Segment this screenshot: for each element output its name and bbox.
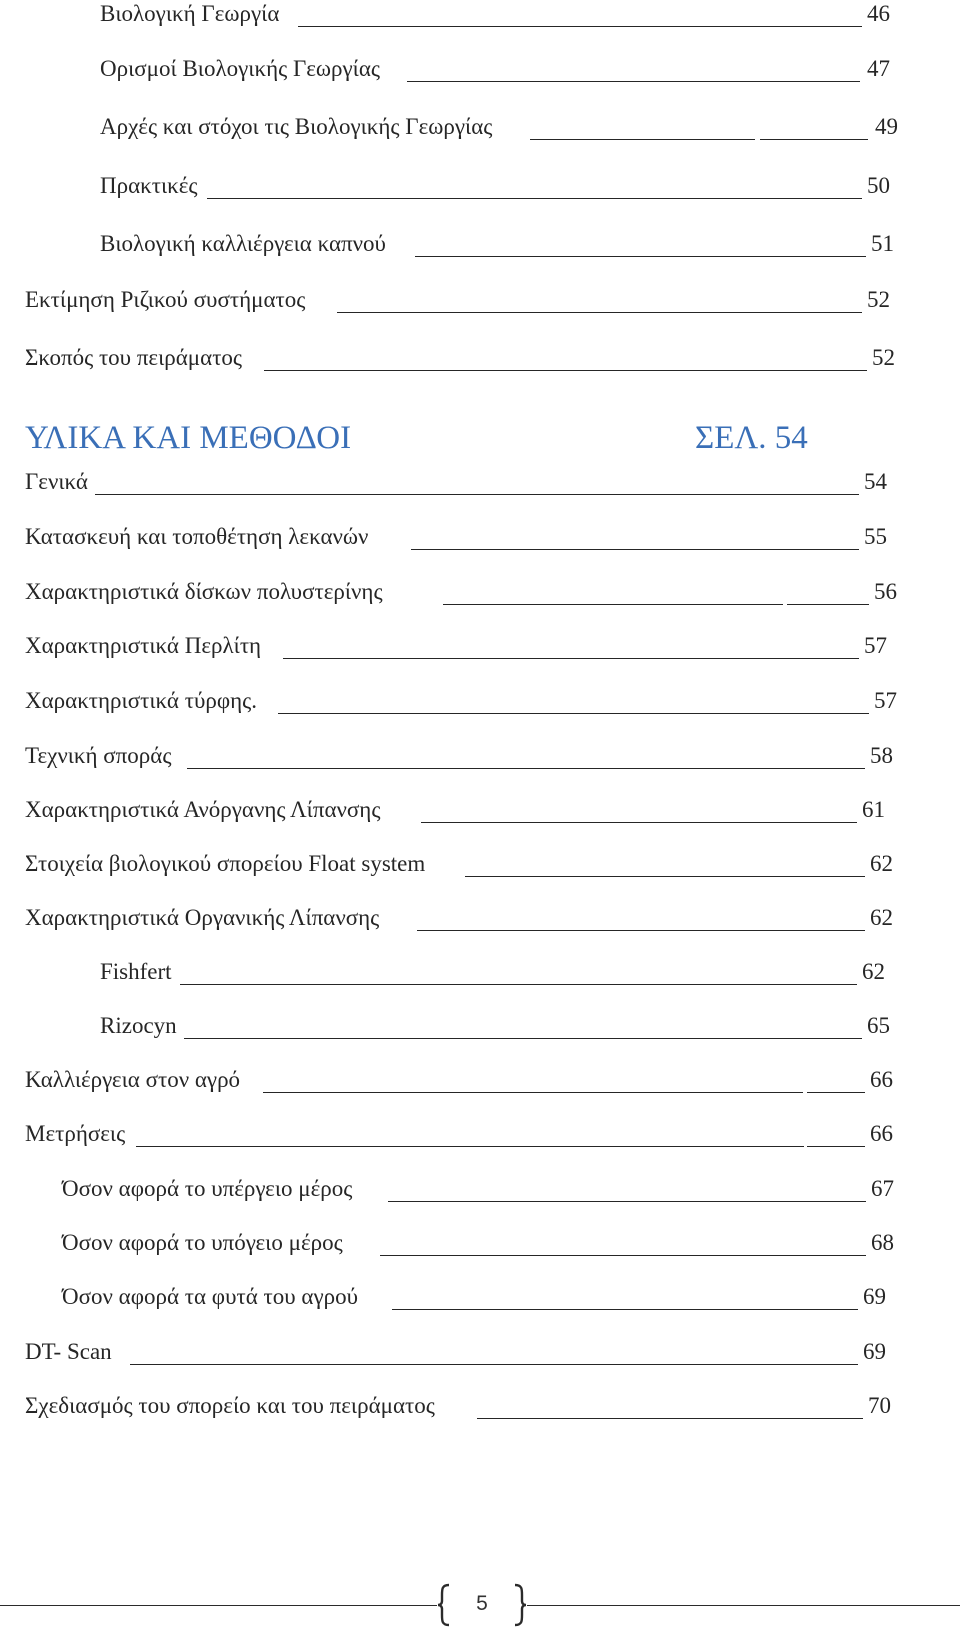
leader-line — [443, 604, 783, 605]
leader-line — [392, 1309, 858, 1310]
toc-entry — [62, 1283, 886, 1313]
toc-entry — [25, 286, 890, 316]
toc-entry-page: 55 — [864, 524, 887, 549]
page-footer — [437, 1583, 527, 1629]
leader-line — [130, 1364, 858, 1365]
section-title: ΥΛΙΚΑ ΚΑΙ ΜΕΘΟΔΟΙ — [25, 420, 352, 456]
toc-entry — [100, 172, 890, 202]
toc-entry-label: Πρακτικές — [100, 173, 198, 198]
toc-entry-page: 69 — [863, 1284, 886, 1309]
toc-entry-page: 54 — [864, 469, 887, 494]
toc-entry — [25, 1392, 891, 1422]
toc-entry-page: 65 — [867, 1013, 890, 1038]
toc-entry-label: Χαρακτηριστικά δίσκων πολυστερίνης — [25, 579, 383, 604]
toc-entry-page: 62 — [862, 959, 885, 984]
toc-entry-label: Εκτίμηση Ριζικού συστήματος — [25, 287, 306, 312]
toc-entry-label: Καλλιέργεια στον αγρό — [25, 1067, 241, 1092]
leader-line — [180, 984, 857, 985]
leader-line — [421, 822, 857, 823]
toc-entry — [25, 632, 887, 662]
toc-entry — [25, 1066, 893, 1096]
toc-entry-page: 66 — [870, 1121, 893, 1146]
toc-entry-label: Rizocyn — [100, 1013, 177, 1038]
toc-entry-page: 47 — [867, 56, 890, 81]
toc-entry — [62, 1229, 894, 1259]
leader-line — [477, 1418, 863, 1419]
leader-line — [95, 494, 859, 495]
toc-entry — [25, 468, 887, 498]
toc-entry-page: 51 — [871, 231, 894, 256]
toc-entry — [25, 850, 893, 880]
leader-line — [283, 658, 859, 659]
toc-entry-label: Σκοπός του πειράματος — [25, 345, 243, 370]
toc-entry-page: 57 — [864, 633, 887, 658]
toc-entry — [25, 523, 887, 553]
toc-entry-page: 58 — [870, 743, 893, 768]
toc-entry-page: 62 — [870, 851, 893, 876]
leader-line — [184, 1038, 862, 1039]
toc-entry — [25, 1338, 886, 1368]
leader-line — [388, 1201, 866, 1202]
toc-entry — [100, 55, 890, 85]
toc-entry-label: Μετρήσεις — [25, 1121, 126, 1146]
toc-entry-label: Χαρακτηριστικά Ανόργανης Λίπανσης — [25, 797, 381, 822]
leader-line — [807, 1146, 865, 1147]
toc-entry-label: Στοιχεία βιολογικού σπορείου Float system — [25, 851, 426, 876]
toc-entry-page: 61 — [862, 797, 885, 822]
toc-entry-page: 70 — [868, 1393, 891, 1418]
toc-entry-label: Ορισμοί Βιολογικής Γεωργίας — [100, 56, 381, 81]
toc-entry — [100, 113, 898, 143]
toc-entry — [25, 742, 893, 772]
leader-line — [264, 370, 867, 371]
section-page-ref: ΣΕΛ. 54 — [695, 420, 808, 456]
page-number: 5 — [476, 1592, 488, 1615]
toc-entry-page: 66 — [870, 1067, 893, 1092]
toc-entry-label: DT- Scan — [25, 1339, 112, 1364]
leader-line — [807, 1092, 865, 1093]
toc-entry-page: 57 — [874, 688, 897, 713]
leader-line — [530, 139, 755, 140]
toc-entry-label: Όσον αφορά τα φυτά του αγρού — [62, 1284, 358, 1309]
leader-line — [278, 713, 869, 714]
toc-entry — [25, 1120, 893, 1150]
toc-entry — [25, 904, 893, 934]
toc-entry — [25, 344, 895, 374]
leader-line — [760, 139, 868, 140]
leader-line — [407, 81, 860, 82]
toc-entry-page: 52 — [867, 287, 890, 312]
toc-entry-label: Fishfert — [100, 959, 172, 984]
toc-entry — [25, 796, 885, 826]
toc-entry-label: Αρχές και στόχοι τις Βιολογικής Γεωργίας — [100, 114, 493, 139]
toc-entry-page: 56 — [874, 579, 897, 604]
toc-entry — [100, 230, 894, 260]
toc-entry-page: 49 — [875, 114, 898, 139]
toc-entry-page: 68 — [871, 1230, 894, 1255]
toc-entry-label: Σχεδιασμός του σπορείο και του πειράματος — [25, 1393, 435, 1418]
toc-entry-label: Βιολογική καλλιέργεια καπνού — [100, 231, 386, 256]
toc-entry-page: 52 — [872, 345, 895, 370]
toc-entry-page: 69 — [863, 1339, 886, 1364]
toc-entry — [62, 1175, 894, 1205]
leader-line — [411, 549, 859, 550]
section-heading — [25, 420, 825, 460]
leader-line — [136, 1146, 804, 1147]
toc-entry — [25, 578, 897, 608]
leader-line — [298, 26, 862, 27]
toc-entry-page: 62 — [870, 905, 893, 930]
toc-entry-page: 50 — [867, 173, 890, 198]
leader-line — [787, 604, 869, 605]
toc-entry-label: Τεχνική σποράς — [25, 743, 172, 768]
toc-entry-label: Γενικά — [25, 469, 88, 494]
toc-entry-label: Κατασκευή και τοποθέτηση λεκανών — [25, 524, 369, 549]
toc-entry — [25, 687, 897, 717]
right-brace-icon — [513, 1583, 527, 1627]
leader-line — [337, 312, 862, 313]
toc-entry-label: Όσον αφορά το υπόγειο μέρος — [62, 1230, 343, 1255]
leader-line — [417, 930, 865, 931]
toc-entry — [100, 1012, 890, 1042]
toc-entry — [100, 0, 890, 30]
leader-line — [187, 768, 865, 769]
toc-entry-label: Χαρακτηριστικά Οργανικής Λίπανσης — [25, 905, 380, 930]
toc-entry-page: 67 — [871, 1176, 894, 1201]
leader-line — [263, 1092, 803, 1093]
toc-entry-page: 46 — [867, 1, 890, 26]
toc-entry — [100, 958, 885, 988]
leader-line — [380, 1255, 866, 1256]
toc-entry-label: Χαρακτηριστικά τύρφης. — [25, 688, 257, 713]
toc-entry-label: Όσον αφορά το υπέργειο μέρος — [62, 1176, 353, 1201]
toc-entry-label: Χαρακτηριστικά Περλίτη — [25, 633, 262, 658]
leader-line — [415, 256, 866, 257]
toc-entry-label: Βιολογική Γεωργία — [100, 1, 280, 26]
leader-line — [207, 198, 862, 199]
leader-line — [465, 876, 865, 877]
